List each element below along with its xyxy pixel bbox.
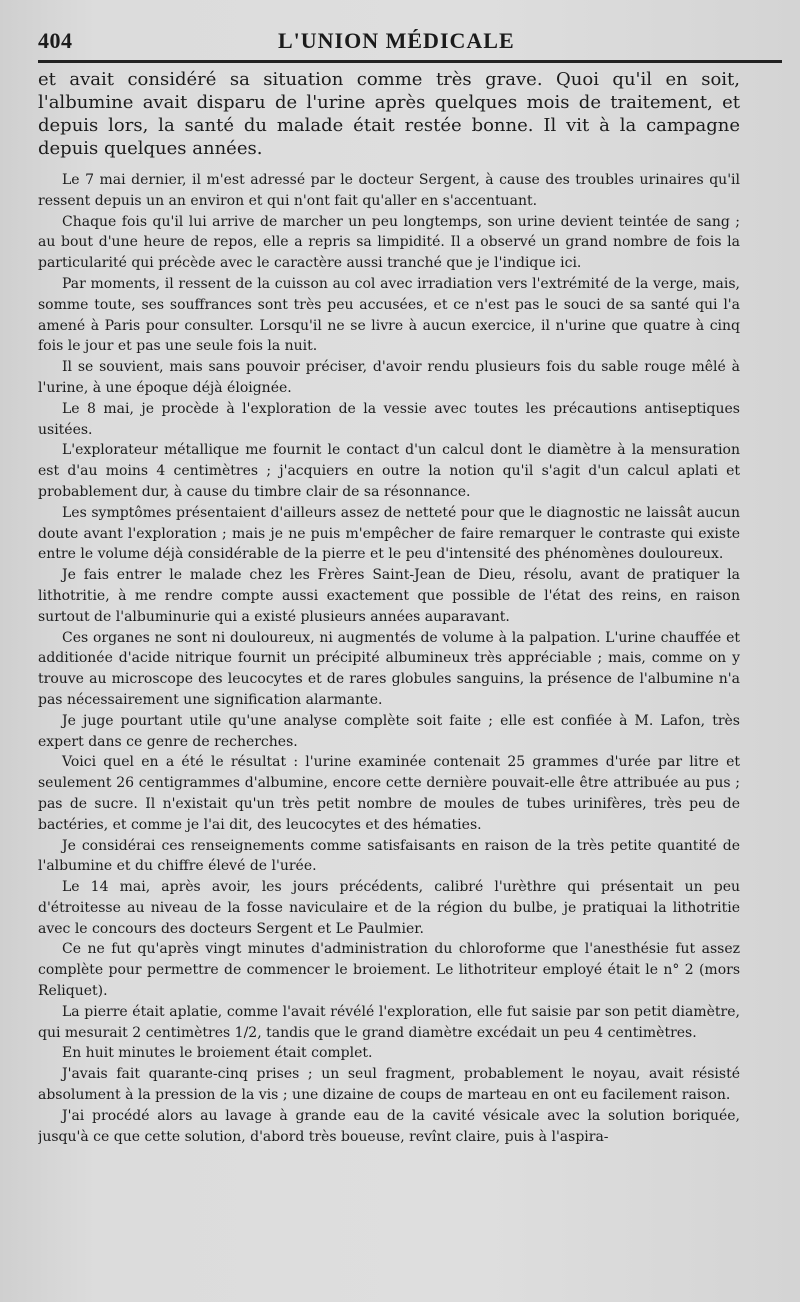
page-header [38, 26, 782, 56]
lead-section [38, 68, 740, 160]
paragraph: Ce ne fut qu'après vingt minutes d'administration du chloroforme que l'anesthésie fut assez complète pour permettre de commencer le broiement. Le lithotriteur employé était le n° 2 (mors Reliquet). [38, 941, 740, 1000]
paragraph: J'avais fait quarante-cinq prises ; un seul fragment, probablement le noyau, avait résisté absolument à la pression de la vis ; une dizaine de coups de marteau en ont eu facilement raison. [38, 1066, 740, 1104]
page-number: 404 [38, 28, 73, 53]
paragraph: J'ai procédé alors au lavage à grande eau de la cavité vésicale avec la solution boriquée, jusqu'à ce que cette solution, d'abord très boueuse, revînt claire, puis à l'aspira- [38, 1107, 740, 1145]
paragraph: Le 14 mai, après avoir, les jours précédents, calibré l'urèthre qui présentait un peu d'étroitesse au niveau de la fosse naviculaire et de la région du bulbe, je pratiquai la lithotritie avec le concours des docteurs Sergent et Le Paulmier. [38, 879, 740, 937]
paragraph: Je juge pourtant utile qu'une analyse complète soit faite ; elle est confiée à M. Lafon, très expert dans ce genre de recherches. [38, 712, 740, 750]
paragraph: Par moments, il ressent de la cuisson au col avec irradiation vers l'extrémité de la verge, mais, somme toute, ses souffrances sont très peu accusées, et ce n'est pas le souci de sa santé qui l'a amené à Paris pour consulter. Lorsqu'il ne se livre à aucun exercice, il n'urine que quatre à cinq fois le jour et pas une seule fois la nuit. [38, 275, 740, 355]
paragraph: La pierre était aplatie, comme l'avait révélé l'exploration, elle fut saisie par son petit diamètre, qui mesurait 2 centimètres 1/2, tandis que le grand diamètre excédait un peu 4 centimètres. [38, 1003, 740, 1041]
paragraph: Le 8 mai, je procède à l'exploration de la vessie avec toutes les précautions antiseptiques usitées. [38, 400, 740, 438]
paragraph: Je considérai ces renseignements comme satisfaisants en raison de la très petite quantité de l'albumine et du chiffre élevé de l'urée. [38, 837, 740, 875]
running-title: L'UNION MÉDICALE [278, 28, 515, 53]
paragraph: L'explorateur métallique me fournit le contact d'un calcul dont le diamètre à la mensuration est d'au moins 4 centimètres ; j'acquiers en outre la notion qu'il s'agit d'un calcul aplati et probablement dur, à cause du timbre clair de sa résonnance. [38, 442, 740, 500]
paragraph: En huit minutes le broiement était complet. [62, 1045, 373, 1062]
article-body [38, 68, 740, 1296]
paragraph: Je fais entrer le malade chez les Frères Saint-Jean de Dieu, résolu, avant de pratiquer la lithotritie, à me rendre compte aussi exactement que possible de l'état des reins, en raison surtout de l'albuminurie qui a existé plusieurs années auparavant. [38, 567, 740, 625]
paragraph: Il se souvient, mais sans pouvoir préciser, d'avoir rendu plusieurs fois du sable rouge mêlé à l'urine, à une époque déjà éloignée. [38, 359, 740, 396]
paragraph: Voici quel en a été le résultat : l'urine examinée contenait 25 grammes d'urée par litre et seulement 26 centigrammes d'albumine, encore cette dernière pouvait-elle être attribuée au pus ; pas de sucre. Il n'existait qu'un très petit nombre de moules de tubes urinifères, très peu de bactéries, et comme je l'ai dit, des leucocytes et des hématies. [38, 754, 740, 833]
paragraph: Chaque fois qu'il lui arrive de marcher un peu longtemps, son urine devient teintée de sang ; au bout d'une heure de repos, elle a repris sa limpidité. Il a observé un grand nombre de fois la particularité qui précède avec le caractère aussi tranché que je l'indique ici. [38, 213, 740, 272]
main-section [38, 170, 740, 1147]
paragraph: Les symptômes présentaient d'ailleurs assez de netteté pour que le diagnostic ne laissât aucun doute avant l'exploration ; mais je ne puis m'empêcher de faire remarquer le contraste qui existe entre le volume déjà considérable de la pierre et le peu d'intensité des phénomènes douloureux. [38, 504, 740, 563]
header-rule [38, 60, 782, 63]
paragraph: Le 7 mai dernier, il m'est adressé par le docteur Sergent, à cause des troubles urinaires qu'il ressent depuis un an environ et qui n'ont fait qu'aller en s'accentuant. [38, 172, 740, 209]
paragraph: Ces organes ne sont ni douloureux, ni augmentés de volume à la palpation. L'urine chauffée et additionée d'acide nitrique fournit un précipité albumineux très appréciable ; mais, comme on y trouve au microscope des leucocytes et de rares globules sanguins, la présence de l'albumine n'a pas nécessairement une signification alarmante. [38, 629, 740, 708]
paragraph: et avait considéré sa situation comme très grave. Quoi qu'il en soit, l'albumine avait disparu de l'urine après quelques mois de traitement, et depuis lors, la santé du malade était restée bonne. Il vit à la campagne depuis quelques années. [38, 69, 740, 159]
